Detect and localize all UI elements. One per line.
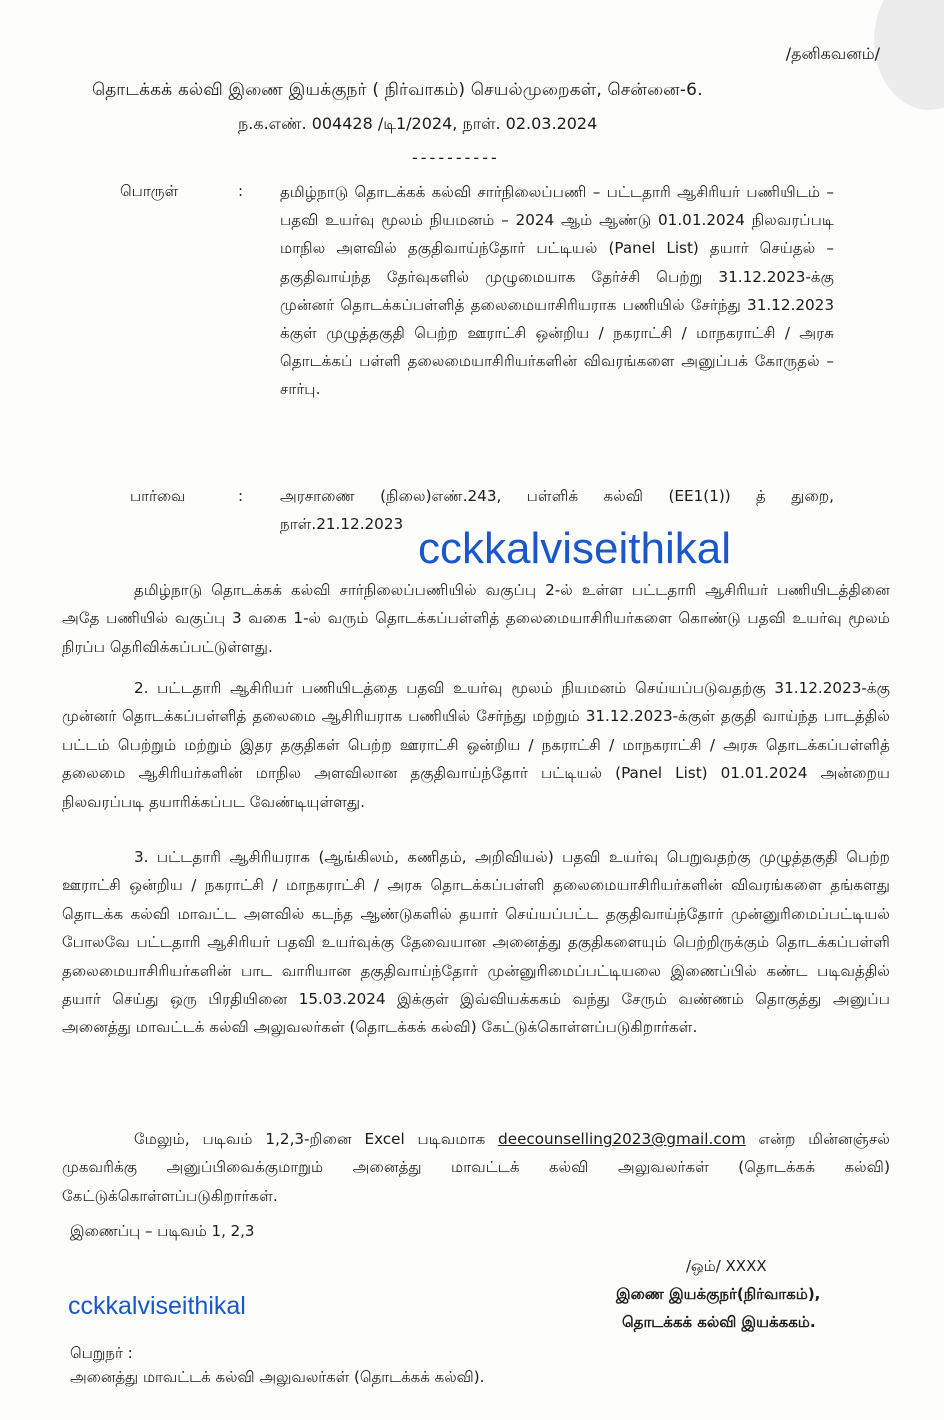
watermark-text-bottom: cckkalviseithikal [68, 1292, 246, 1320]
enclosure-note: இணைப்பு – படிவம் 1, 2,3 [70, 1222, 255, 1240]
office-heading: தொடக்கக் கல்வி இணை இயக்குநர் ( நிர்வாகம்) செயல்முறைகள், சென்னை-6. [92, 80, 703, 100]
subject-colon: : [238, 182, 244, 200]
reference-colon: : [238, 487, 244, 505]
email-link[interactable]: deecounselling2023@gmail.com [498, 1130, 746, 1148]
recipients-list: அனைத்து மாவட்டக் கல்வி அலுவலர்கள் (தொடக்கக் கல்வி). [70, 1368, 485, 1386]
paragraph-4-text-end: என்ற மின்னஞ்சல் முகவரிக்கு அனுப்பிவைக்குமாறும் அனைத்து மாவட்டக் கல்வி அலுவலர்கள் (தொடக்கக் கல்வி) கேட்டுக்கொள்ளப்படுகிறார்கள். [62, 1130, 890, 1205]
signature-signed: /ஒம்/ XXXX [686, 1257, 767, 1275]
paragraph-1-text: தமிழ்நாடு தொடக்கக் கல்வி சார்நிலைப்பணியில் வகுப்பு 2-ல் உள்ள பட்டதாரி ஆசிரியர் பணியிடத்தினை அதே பணியில் வகுப்பு 3 வகை 1-ல் வரும் தொடக்கப்பள்ளித் தலைமையாசிரியர்களை கொண்டு பதவி உயர்வு மூலம் நிரப்ப தெரிவிக்கப்பட்டுள்ளது. [62, 581, 890, 656]
confidential-mark: /தனிகவனம்/ [785, 44, 880, 63]
paragraph-3-text: 3. பட்டதாரி ஆசிரியராக (ஆங்கிலம், கணிதம், அறிவியல்) பதவி உயர்வு பெறுவதற்கு முழுத்தகுதி பெற்ற ஊராட்சி ஒன்றிய / நகராட்சி / மாநகராட்சி / அரசு தொடக்கப்பள்ளி தலைமையாசிரியர்களின் விவரங்களை தங்களது தொடக்க கல்வி மாவட்ட அளவில் கடந்த ஆண்டுகளில் தயார் செய்யப்பட்ட தகுதிவாய்ந்தோர் முன்னுரிமைப்பட்டியல் போலவே பட்டதாரி ஆசிரியர் பதவி உயர்வுக்கு தேவையான அனைத்து தகுதிகளையும் பெற்றிருக்கும் தொடக்கப்பள்ளி தலைமையாசிரியர்களின் பாட வாரியான தகுதிவாய்ந்தோர் முன்னுரிமைப்பட்டியலை இணைப்பில் கண்ட படிவத்தில் தயார் செய்து ஒரு பிரதியினை 15.03.2024 இக்குள் இவ்வியக்ககம் வந்து சேரும் வண்ணம் தொகுத்து அனுப்ப அனைத்து மாவட்டக் கல்வி அலுவலர்கள் (தொடக்கக் கல்வி) கேட்டுக்கொள்ளப்படுகிறார்கள். [62, 848, 890, 1037]
subject-label: பொருள் [120, 182, 179, 200]
corner-shadow [874, 0, 944, 110]
paragraph-2 [62, 674, 890, 816]
paragraph-4 [62, 1125, 890, 1210]
reference-label: பார்வை [130, 487, 186, 505]
paragraph-3 [62, 843, 890, 1042]
separator-rule: ---------- [412, 148, 500, 167]
signature-office: தொடக்கக் கல்வி இயக்ககம். [622, 1313, 816, 1331]
reference-number: ந.க.எண். 004428 /டி1/2024, நாள். 02.03.2024 [238, 114, 598, 133]
reference-text: அரசாணை (நிலை)எண்.243, பள்ளிக் கல்வி (EE1(1)) த் துறை, நாள்.21.12.2023 [280, 487, 834, 534]
paragraph-1 [62, 576, 890, 661]
paragraph-2-text: 2. பட்டதாரி ஆசிரியர் பணியிடத்தை பதவி உயர்வு மூலம் நியமனம் செய்யப்படுவதற்கு 31.12.2023-க்கு முன்னர் தொடக்கப்பள்ளித் தலைமை ஆசிரியராக பணியில் சேர்ந்து மற்றும் 31.12.2023-க்குள் தகுதி வாய்ந்த பாடத்தில் பட்டம் பெற்றும் மற்றும் இதர தகுதிகள் பெற்ற ஊராட்சி ஒன்றிய / நகராட்சி / மாநகராட்சி / அரசு தொடக்கப்பள்ளித் தலைமை ஆசிரியர்களின் மாநில அளவிலான தகுதிவாய்ந்தோர் பட்டியல் (Panel List) 01.01.2024 அன்றைய நிலவரப்படி தயாரிக்கப்பட வேண்டியுள்ளது. [62, 679, 890, 811]
recipients-label: பெறுநர் : [70, 1344, 133, 1362]
signature-designation: இணை இயக்குநர்(நிர்வாகம்), [616, 1285, 821, 1303]
subject-text: தமிழ்நாடு தொடக்கக் கல்வி சார்நிலைப்பணி – பட்டதாரி ஆசிரியர் பணியிடம் – பதவி உயர்வு மூலம் நியமனம் – 2024 ஆம் ஆண்டு 01.01.2024 நிலவரப்படி மாநில அளவில் தகுதிவாய்ந்தோர் பட்டியல் (Panel List) தயார் செய்தல் – தகுதிவாய்ந்த தேர்வுகளில் முழுமையாக தேர்ச்சி பெற்று 31.12.2023-க்கு முன்னர் தொடக்கப்பள்ளித் தலைமையாசிரியராக பணியில் சேர்ந்து 31.12.2023 க்குள் முழுத்தகுதி பெற்ற ஊராட்சி ஒன்றிய / நகராட்சி / மாநகராட்சி / அரசு தொடக்கப் பள்ளி தலைமையாசிரியர்களின் விவரங்களை அனுப்பக் கோருதல் – சார்பு. [280, 183, 834, 399]
paragraph-4-text-start: மேலும், படிவம் 1,2,3-றினை Excel படிவமாக [134, 1130, 499, 1148]
watermark-text: cckkalviseithikal [418, 524, 731, 573]
